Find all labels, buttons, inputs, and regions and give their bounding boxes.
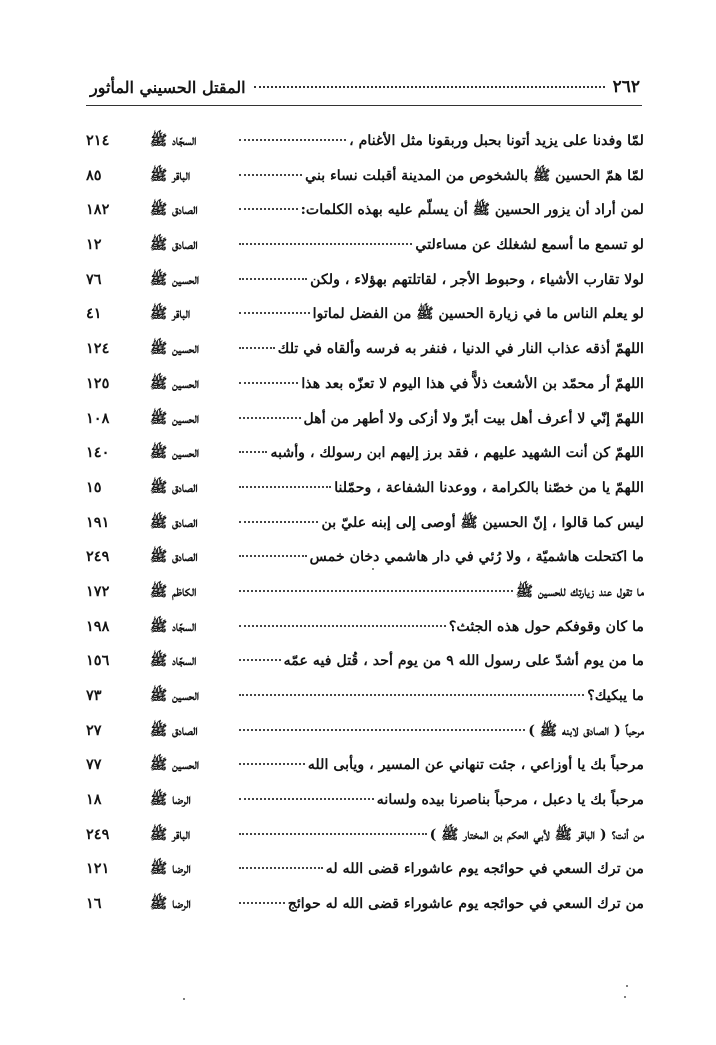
entry-page-number: ١٩٨	[86, 617, 110, 635]
index-entry	[86, 479, 644, 514]
entry-page-number: ٢١٤	[86, 132, 110, 149]
index-list	[86, 132, 644, 930]
entry-text: اللهمّ أذقه عذاب النار في الدنيا ، فنفر به فرسه وألقاه في تلك	[277, 341, 644, 358]
entry-text: من ترك السعي في حوائجه يوم عاشوراء قضى الله له	[325, 861, 644, 878]
leader-dots	[239, 312, 310, 314]
entry-text: من أنت؟ ( الباقر ﷺ لأبي الحكم بن المختار ﷺ )	[429, 826, 644, 843]
entry-page-number: ١٢٥	[86, 374, 110, 392]
entry-narrator: الصادق ﷺ	[150, 514, 198, 531]
leader-dots	[239, 139, 346, 141]
entry-page-number: ٧٧	[86, 756, 102, 774]
leader-dots	[239, 763, 305, 765]
entry-page-number: ٤١	[86, 305, 102, 323]
leader-dots	[239, 521, 318, 523]
entry-narrator: الحسين ﷺ	[150, 445, 200, 462]
entry-narrator: الصادق ﷺ	[150, 722, 198, 739]
entry-narrator: الحسين ﷺ	[150, 757, 200, 774]
entry-page-number: ١٥٦	[86, 652, 110, 670]
index-entry	[86, 514, 644, 549]
entry-page-number: ٧٣	[86, 687, 102, 704]
print-speck	[624, 996, 626, 998]
leader-dots	[239, 174, 302, 176]
leader-dots	[239, 208, 298, 210]
entry-text: ليس كما قالوا ، إنّ الحسين ﷺ أوصى إلى إبنه عليّ بن	[321, 514, 644, 531]
entry-narrator: الصادق ﷺ	[150, 549, 198, 566]
entry-text: لمّا همّ الحسين ﷺ بالشخوص من المدينة أقبلت نساء بني	[305, 167, 644, 184]
entry-narrator: الرضا ﷺ	[150, 792, 191, 809]
index-entry	[86, 791, 644, 826]
index-entry	[86, 652, 644, 687]
index-entry	[86, 860, 644, 895]
index-entry	[86, 895, 644, 930]
index-entry	[86, 548, 644, 583]
entry-narrator: السجّاد ﷺ	[150, 133, 197, 149]
index-entry	[86, 826, 644, 861]
print-speck	[626, 985, 628, 987]
entry-page-number: ٢٤٩	[86, 548, 110, 566]
entry-page-number: ١٧٢	[86, 582, 110, 600]
entry-page-number: ٨٥	[86, 166, 102, 184]
entry-narrator: السجّاد ﷺ	[150, 618, 197, 635]
header-leader-dots	[254, 86, 605, 88]
entry-narrator: الصادق ﷺ	[150, 202, 198, 219]
index-entry	[86, 583, 644, 618]
leader-dots	[239, 451, 267, 453]
entry-text: اللهمّ يا من خصّنا بالكرامة ، ووعدنا الشفاعة ، وحمّلنا	[334, 479, 644, 496]
leader-dots	[239, 867, 323, 869]
entry-narrator: الحسين ﷺ	[150, 688, 200, 704]
entry-narrator: الحسين ﷺ	[150, 271, 200, 288]
entry-page-number: ١٩١	[86, 513, 110, 531]
entry-page-number: ١٦	[86, 895, 102, 913]
index-entry	[86, 444, 644, 479]
index-entry	[86, 618, 644, 653]
entry-text: لولا تقارب الأشياء ، وحبوط الأجر ، لقاتلتهم بهؤلاء ، ولكن	[310, 271, 644, 288]
entry-page-number: ١٥	[86, 478, 102, 496]
entry-page-number: ١٢	[86, 236, 102, 254]
leader-dots	[239, 694, 584, 696]
leader-dots	[239, 555, 307, 557]
leader-dots	[239, 833, 427, 835]
entry-narrator: الباقر ﷺ	[150, 167, 191, 184]
page-number: ٢٦٢	[612, 77, 640, 97]
index-entry	[86, 410, 644, 445]
entry-narrator: الباقر ﷺ	[150, 826, 191, 843]
entry-text: لمّا وفدنا على يزيد أتونا بحبل وربقونا مثل الأغنام ،	[349, 133, 644, 149]
entry-text: لو تسمع ما أسمع لشغلك عن مساءلتي	[415, 237, 644, 254]
entry-page-number: ١٢٤	[86, 340, 110, 358]
entry-page-number: ١٨	[86, 791, 102, 809]
leader-dots	[239, 382, 298, 384]
entry-narrator: السجّاد ﷺ	[150, 653, 197, 670]
entry-text: لمن أراد أن يزور الحسين ﷺ أن يسلّم عليه بهذه الكلمات:	[300, 202, 644, 219]
entry-page-number: ١٢١	[86, 860, 110, 878]
entry-narrator: الصادق ﷺ	[150, 237, 198, 254]
leader-dots	[239, 486, 331, 488]
leader-dots	[239, 625, 446, 627]
entry-page-number: ٢٧	[86, 721, 102, 739]
index-entry	[86, 167, 644, 202]
leader-dots	[239, 659, 281, 661]
leader-dots	[239, 417, 301, 419]
entry-narrator: الحسين ﷺ	[150, 410, 200, 427]
entry-text: مرحباً بك يا أوزاعي ، جئت تنهاني عن المسير ، ويأبى الله	[307, 757, 644, 774]
entry-text: مرحباً ( الصادق لابنه ﷺ )	[528, 722, 644, 739]
index-entry	[86, 132, 644, 167]
entry-narrator: الحسين ﷺ	[150, 375, 200, 392]
leader-dots	[239, 902, 285, 904]
entry-text: ما من يوم أشدّ على رسول الله ٩ من يوم أحد ، قُتل فيه عمّه	[283, 653, 644, 670]
entry-text: لو يعلم الناس ما في زيارة الحسين ﷺ من الفضل لماتوا	[312, 306, 644, 323]
index-entry	[86, 340, 644, 375]
entry-text: ما كان وقوفكم حول هذه الجثث؟	[448, 618, 644, 635]
index-entry	[86, 722, 644, 757]
entry-narrator: الكاظم ﷺ	[150, 583, 197, 600]
leader-dots	[239, 278, 307, 280]
entry-page-number: ٢٤٩	[86, 825, 110, 843]
entry-narrator: الرضا ﷺ	[150, 861, 191, 878]
entry-text: مرحباً بك يا دعبل ، مرحباً بناصرنا بيده ولسانه	[376, 792, 644, 809]
entry-page-number: ٧٦	[86, 270, 102, 288]
running-header	[90, 70, 640, 104]
leader-dots	[239, 798, 374, 800]
entry-narrator: الباقر ﷺ	[150, 306, 191, 323]
index-entry	[86, 201, 644, 236]
leader-dots	[239, 243, 412, 245]
book-title: المقتل الحسيني المأثور	[90, 77, 246, 97]
entry-text: ما يبكيك؟	[587, 688, 644, 704]
entry-text: ما تقول عند زيارتك للحسين ﷺ	[515, 583, 644, 600]
leader-dots	[239, 729, 525, 731]
index-entry	[86, 305, 644, 340]
entry-text: ما اكتحلت هاشميّة ، ولا رُئي في دار هاشمي دخان خمس	[309, 549, 644, 566]
index-entry	[86, 236, 644, 271]
entry-page-number: ١٤٠	[86, 444, 110, 462]
entry-narrator: الرضا ﷺ	[150, 896, 191, 913]
entry-text: من ترك السعي في حوائجه يوم عاشوراء قضى الله له حوائج	[287, 896, 644, 913]
index-entry	[86, 375, 644, 410]
index-entry	[86, 756, 644, 791]
entry-page-number: ١٠٨	[86, 409, 110, 427]
entry-narrator: الصادق ﷺ	[150, 479, 198, 496]
entry-text: اللهمّ كن أنت الشهيد عليهم ، فقد برز إليهم ابن رسولك ، وأشبه	[270, 445, 644, 462]
header-rule	[86, 105, 642, 106]
leader-dots	[239, 590, 513, 592]
leader-dots	[239, 347, 275, 349]
index-entry	[86, 271, 644, 306]
entry-page-number: ١٨٢	[86, 201, 110, 219]
print-speck	[372, 568, 374, 570]
entry-text: اللهمّ أر محمّد بن الأشعث ذلاًّ في هذا اليوم لا تعزّه بعد هذا	[301, 375, 644, 392]
entry-narrator: الحسين ﷺ	[150, 341, 200, 358]
print-speck	[183, 998, 185, 1000]
index-entry	[86, 687, 644, 722]
entry-text: اللهمّ إنّي لا أعرف أهل بيت أبرّ ولا أزكى ولا أطهر من أهل	[303, 410, 644, 427]
